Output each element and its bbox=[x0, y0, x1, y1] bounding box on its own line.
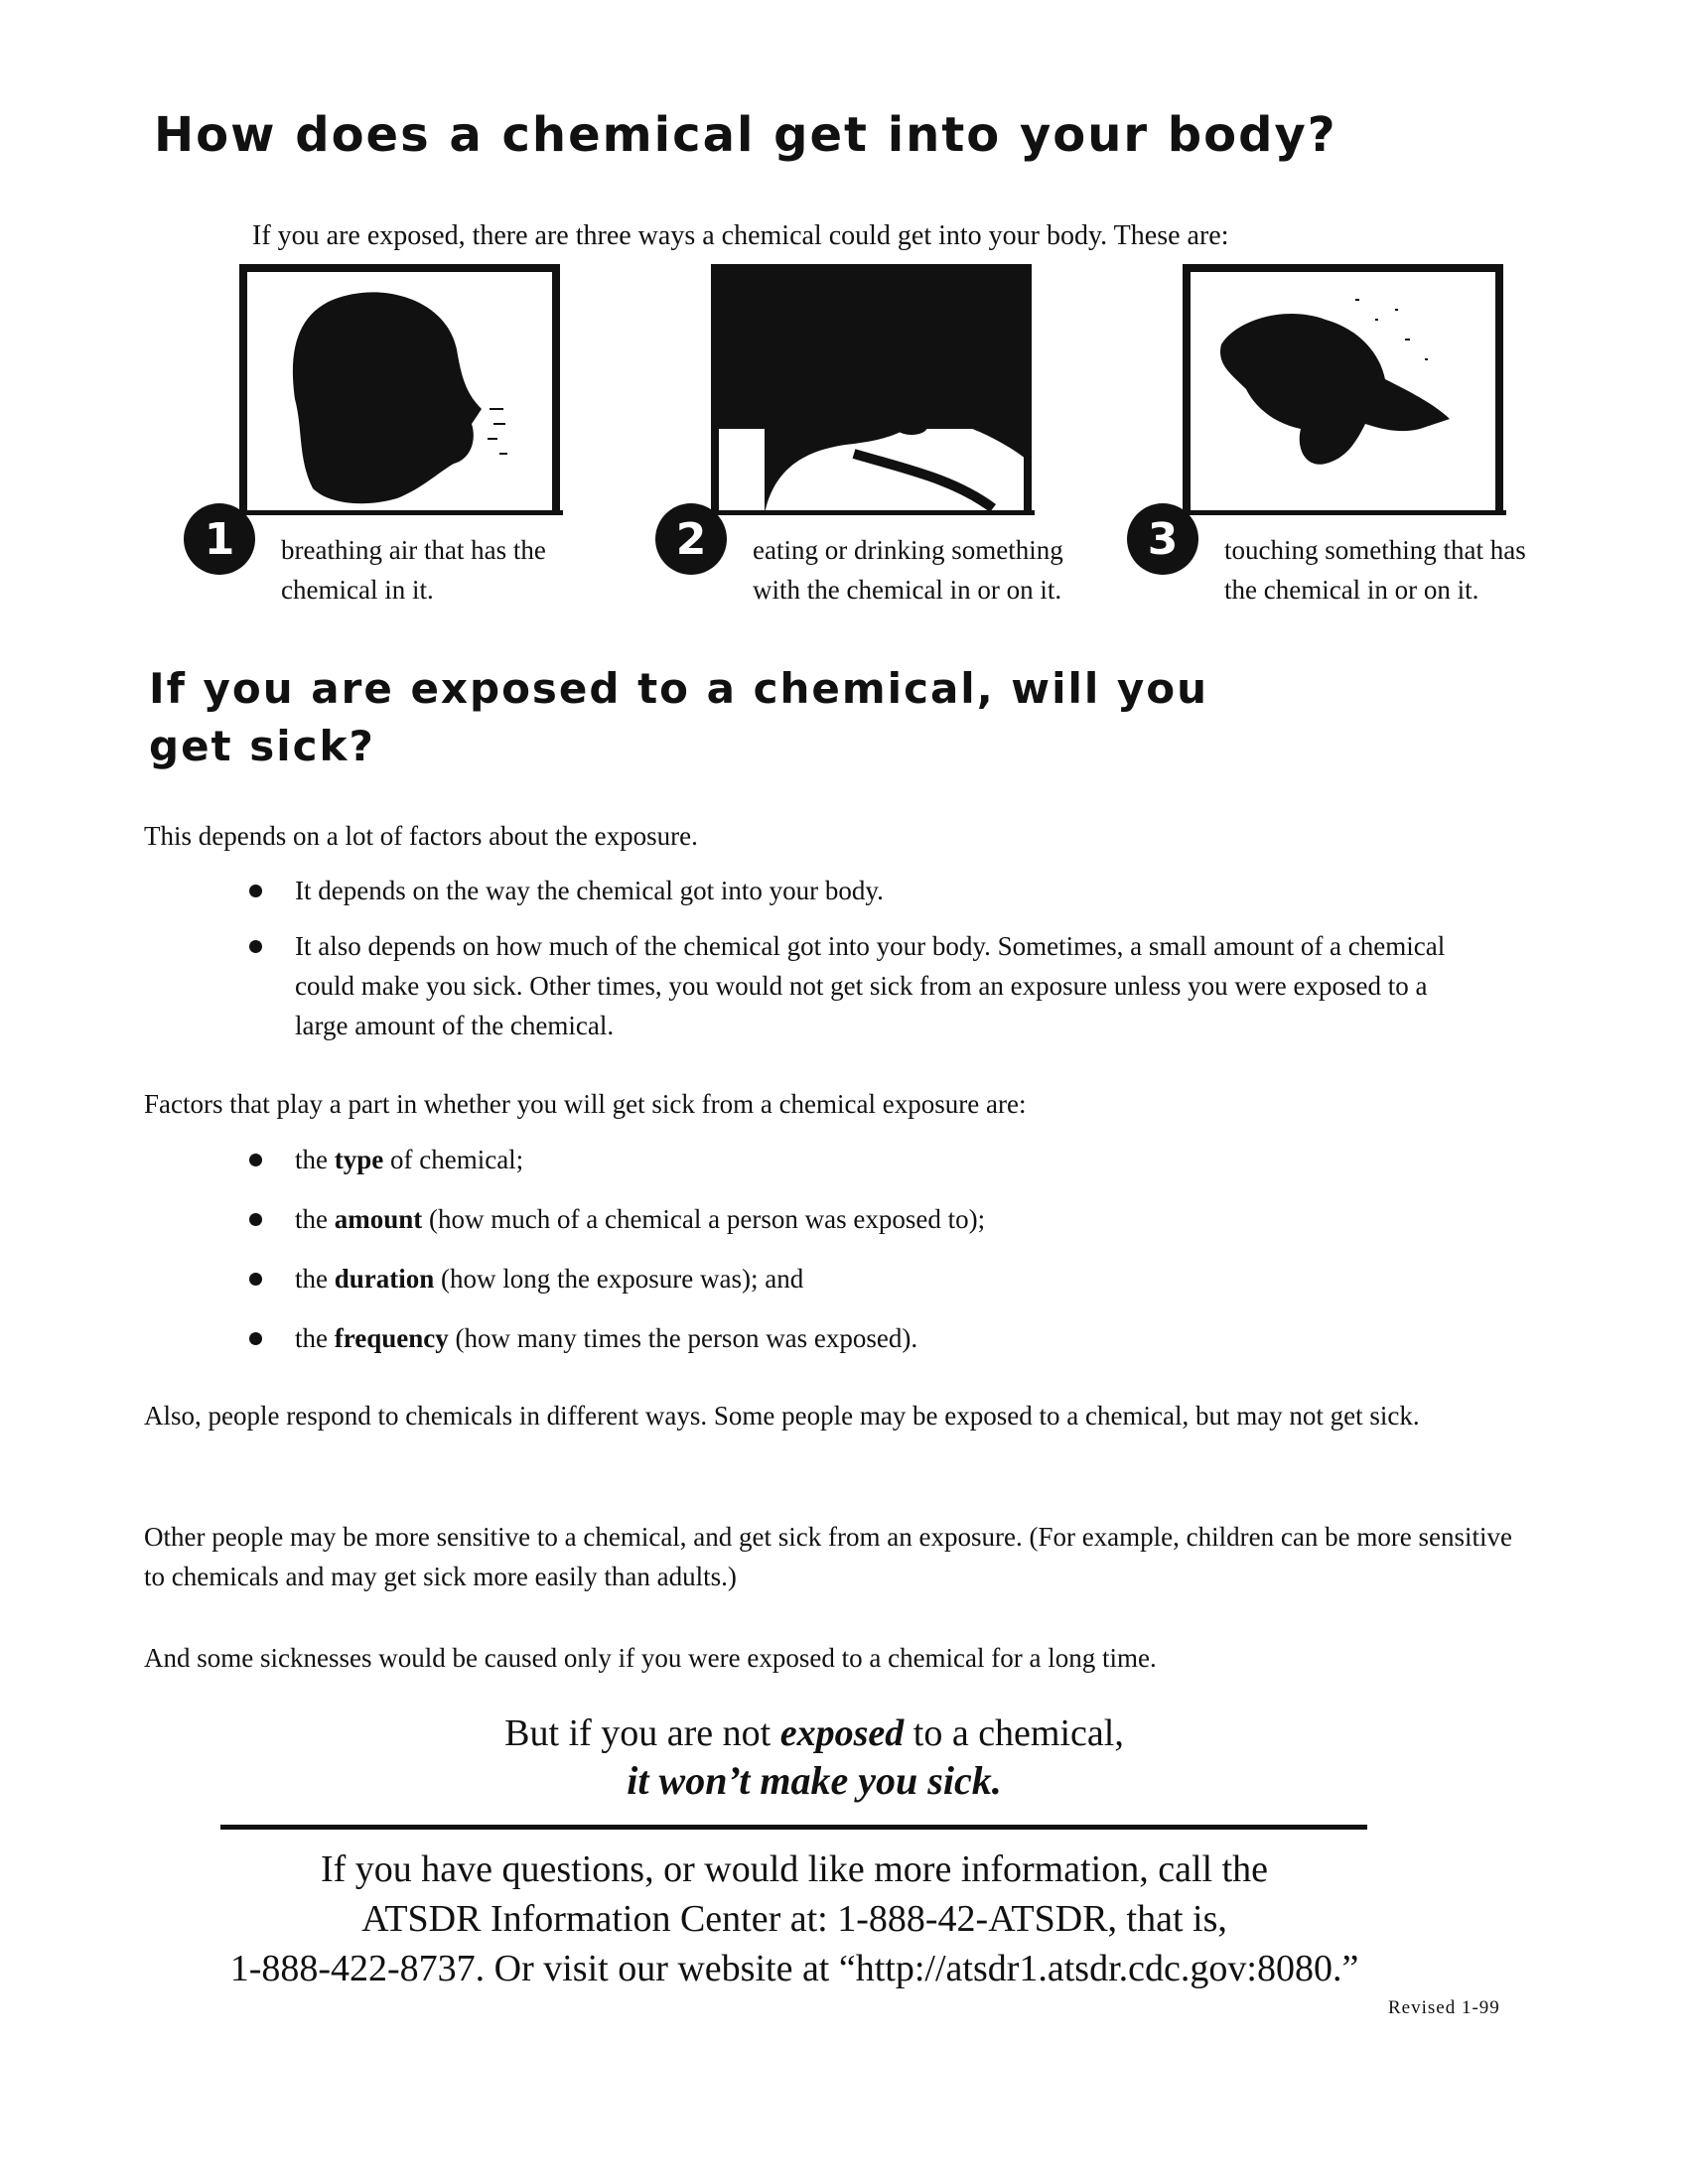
contact-line: If you have questions, or would like more information, call the bbox=[321, 1848, 1268, 1890]
exposure-way-2 bbox=[655, 260, 1122, 657]
factors-list bbox=[243, 1140, 1484, 1378]
emphasis-exposed: exposed bbox=[779, 1712, 905, 1754]
eating-head-icon bbox=[705, 260, 1033, 513]
list-item: the duration (how long the exposure was); and bbox=[243, 1259, 1484, 1298]
way-caption: eating or drinking something with the chemical in or on it. bbox=[753, 535, 1063, 605]
way-number-badge: 3 bbox=[1127, 503, 1198, 575]
factor-term: frequency bbox=[334, 1323, 449, 1353]
key-message-line2: it won’t make you sick. bbox=[627, 1758, 1002, 1803]
way-number-badge: 1 bbox=[184, 503, 255, 575]
long-time-paragraph: And some sicknesses would be caused only if you were exposed to a chemical for a long time. bbox=[144, 1643, 1157, 1673]
page-title: How does a chemical get into your body? bbox=[154, 107, 1337, 163]
contact-line: ATSDR Information Center at: 1-888-42-ATSDR, that is, bbox=[361, 1898, 1227, 1940]
key-message: But if you are not exposed to a chemical, it won’t make you sick. bbox=[199, 1709, 1430, 1805]
exposure-way-1 bbox=[184, 260, 650, 657]
intro-text: If you are exposed, there are three ways a chemical could get into your body. These are: bbox=[252, 220, 1229, 251]
divider bbox=[220, 1825, 1367, 1830]
caption-rule bbox=[243, 510, 563, 515]
way-number-badge: 2 bbox=[655, 503, 727, 575]
revision-note: Revised 1-99 bbox=[1388, 1997, 1500, 2018]
also-paragraph: Also, people respond to chemicals in different ways. Some people may be exposed to a chemical, but may not get sick. bbox=[144, 1401, 1420, 1431]
way-caption: breathing air that has the chemical in it. bbox=[281, 535, 546, 605]
factors-intro: Factors that play a part in whether you will get sick from a chemical exposure are: bbox=[144, 1089, 1027, 1119]
depends-list bbox=[243, 871, 1484, 1061]
list-item: the amount (how much of a chemical a person was exposed to); bbox=[243, 1199, 1484, 1239]
depends-intro: This depends on a lot of factors about the exposure. bbox=[144, 821, 698, 851]
list-item: the frequency (how many times the person was exposed). bbox=[243, 1318, 1484, 1358]
factor-term: amount bbox=[334, 1204, 423, 1234]
other-paragraph: Other people may be more sensitive to a chemical, and get sick from an exposure. (For example, children can be more sensitive to chemicals and may get sick more easily than adults.) bbox=[144, 1522, 1513, 1591]
list-item: It also depends on how much of the chemical got into your body. Sometimes, a small amount of a chemical could make you sick. Other times, you would not get sick from an exposure unless you were exposed to a large amount of the chemical. bbox=[243, 926, 1484, 1045]
exposure-way-3 bbox=[1127, 260, 1594, 657]
contact-info bbox=[149, 1844, 1440, 1993]
caption-rule bbox=[715, 510, 1035, 515]
caption-rule bbox=[1187, 510, 1506, 515]
list-item: It depends on the way the chemical got into your body. bbox=[243, 871, 1484, 910]
factor-term: type bbox=[334, 1145, 384, 1174]
section-heading: If you are exposed to a chemical, will you get sick? bbox=[149, 664, 1209, 770]
list-item: the type of chemical; bbox=[243, 1140, 1484, 1179]
factor-term: duration bbox=[334, 1264, 435, 1294]
hand-touch-icon bbox=[1177, 260, 1504, 513]
contact-line: 1-888-422-8737. Or visit our website at “http://atsdr1.atsdr.cdc.gov:8080.” bbox=[229, 1948, 1359, 1989]
way-caption: touching something that has the chemical in or on it. bbox=[1224, 535, 1526, 605]
breathing-head-icon bbox=[233, 260, 561, 513]
